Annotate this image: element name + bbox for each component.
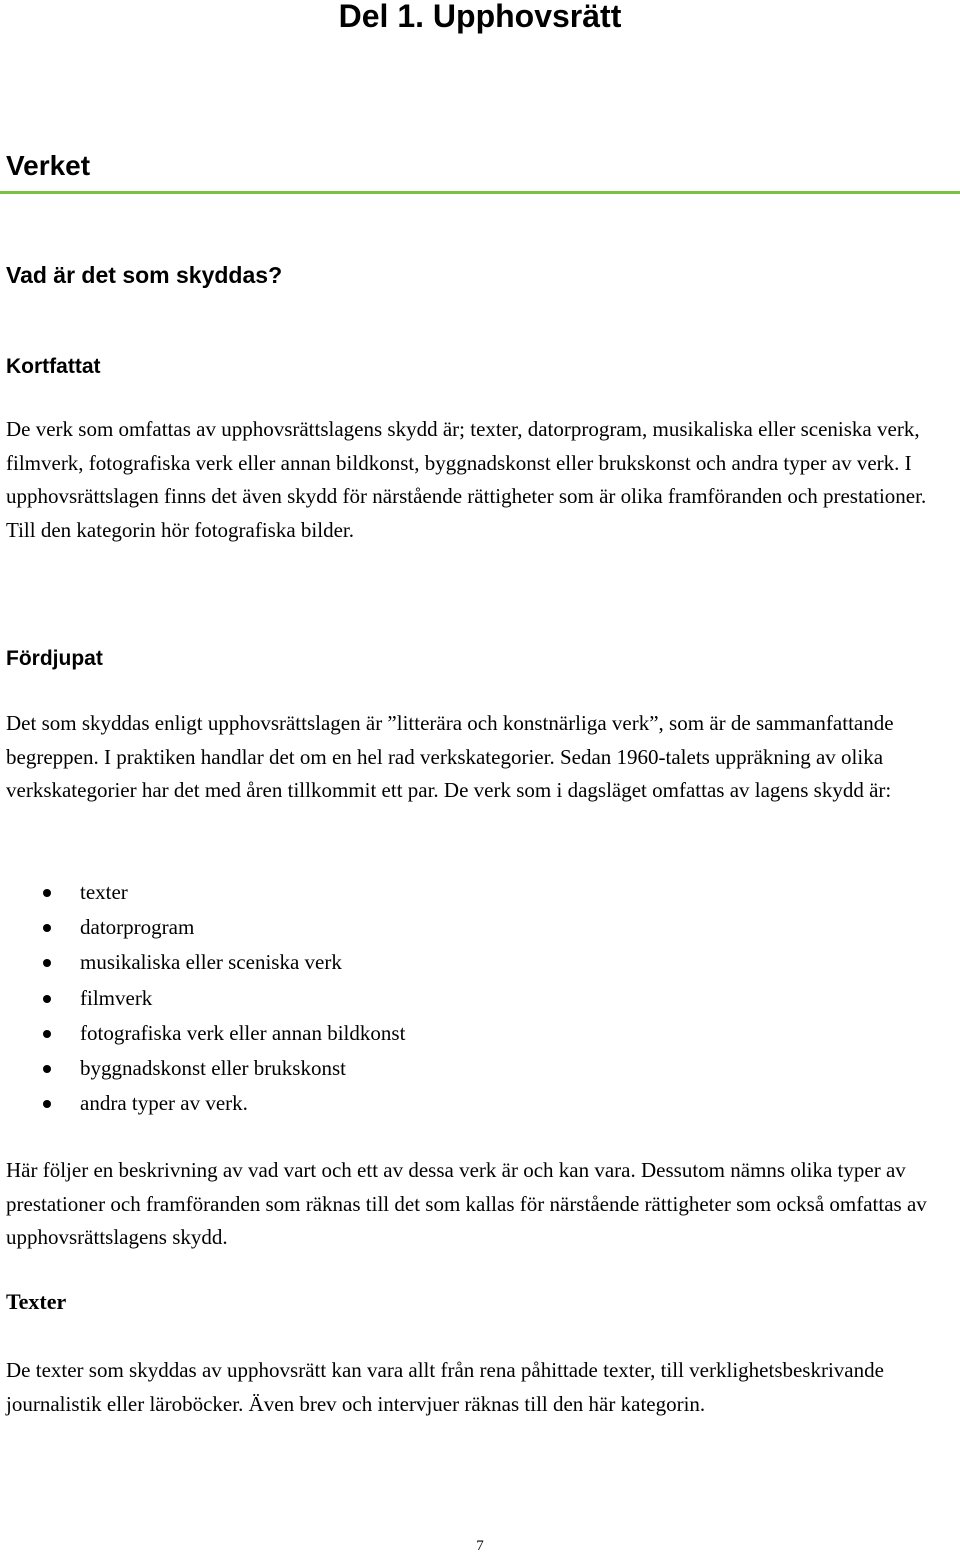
bullet-icon [43,1100,51,1108]
list-item [0,981,405,1016]
kortfattat-heading: Kortfattat [6,355,101,378]
texter-paragraph: De texter som skyddas av upphovsrätt kan vara allt från rena påhittade texter, till verklighetsbeskrivande journalistik eller läroböcker. Även brev och intervjuer räknas till den här kategorin. [6,1358,884,1416]
list-item-text: byggnadskonst eller brukskonst [80,1056,346,1081]
verk-list [0,875,405,1121]
section-divider [0,191,960,194]
list-item [0,910,405,945]
fordjupat-heading: Fördjupat [6,647,103,670]
bullet-icon [43,995,51,1003]
bullet-icon [43,924,51,932]
list-item [0,875,405,910]
page-number: 7 [476,1538,484,1554]
bullet-icon [43,959,51,967]
section-heading: Verket [6,150,91,181]
list-item-text: filmverk [80,985,153,1010]
list-item-text: musikaliska eller sceniska verk [80,950,342,975]
list-item [0,1016,405,1051]
kortfattat-paragraph: De verk som omfattas av upphovsrättslagens skydd är; texter, datorprogram, musikaliska eller sceniska verk, filmverk, fotografiska verk eller annan bildkonst, byggnadskonst eller brukskonst och andra typer av verk. I upphovsrättslagen finns det även skydd för närstående rättigheter som är olika framföranden och prestationer. Till den kategorin hör fotografiska bilder. [6,417,927,542]
bullet-icon [43,889,51,897]
fordjupat-summary-paragraph: Här följer en beskrivning av vad vart och ett av dessa verk är och kan vara. Dessutom nämns olika typer av prestationer och framföranden som räknas till det som kallas för närstående rättigheter som också omfattas av upphovsrättslagens skydd. [6,1158,927,1249]
bullet-icon [43,1065,51,1073]
list-item [0,1086,405,1121]
list-item-text: andra typer av verk. [80,1091,248,1116]
subheading: Vad är det som skyddas? [6,262,283,288]
list-item [0,945,405,980]
list-item [0,1051,405,1086]
list-item-text: texter [80,880,128,904]
document-title: Del 1. Upphovsrätt [338,0,622,34]
fordjupat-paragraph: Det som skyddas enligt upphovsrättslagen är ”litterära och konstnärliga verk”, som är de sammanfattande begreppen. I praktiken handlar det om en hel rad verkskategorier. Sedan 1960-talets uppräkning av olika verkskategorier har det med åren tillkommit ett par. De verk som i dagsläget omfattas av lagens skydd är: [6,711,894,802]
list-item-text: fotografiska verk eller annan bildkonst [80,1020,406,1045]
bullet-icon [43,1030,51,1038]
list-item-text: datorprogram [80,915,195,940]
texter-heading: Texter [6,1289,67,1314]
